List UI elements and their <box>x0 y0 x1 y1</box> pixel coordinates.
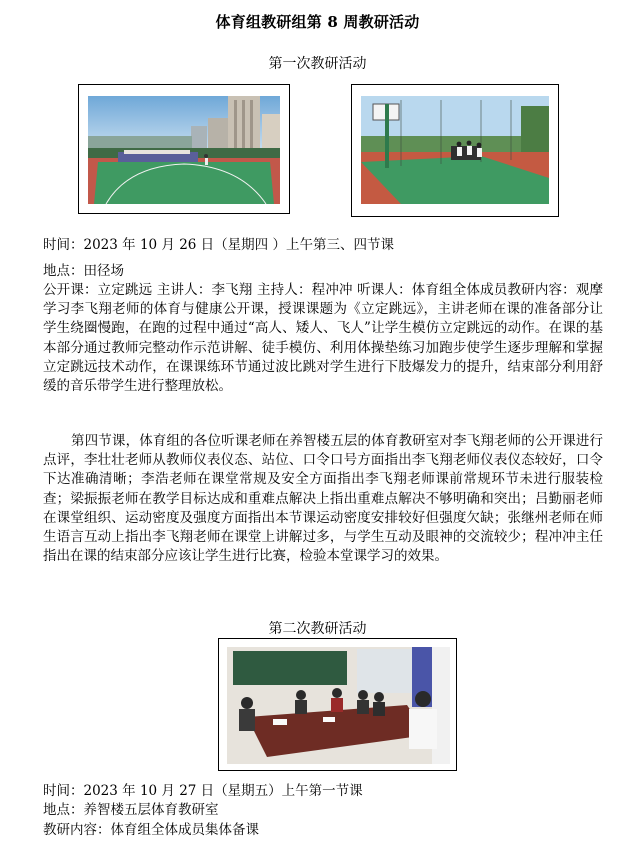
activity2-heading: 第二次教研活动 <box>268 621 367 637</box>
meeting-room-photo <box>227 647 450 764</box>
activity2-content: 教研内容：体育组全体成员集体备课 <box>43 822 259 838</box>
activity2-photo-frame <box>218 638 457 771</box>
activity1-time: 时间：2023 年 10 月 26 日（星期四 ）上午第三、四节课 <box>43 237 394 253</box>
page-title: 体育组教研组第 8 周教研活动 <box>215 13 420 31</box>
activity1-lesson-paragraph: 公开课：立定跳远 主讲人：李飞翔 主持人：程冲冲 听课人：体育组全体成员教研内容：观摩学习李飞翔老师的体育与健康公开课，授课课题为《立定跳远》，主讲老师在课的准备部分让学生绕圈慢跑，在跑的过程中通过“高人、矮人、飞人”让学生模仿立定跳远的动作。在课的基本部分通过教师完整动作示范讲解、徒手模仿、利用体操垫练习加跑步使学生逐步理解和掌握立定跳远技术动作，在课课练环节通过波比跳对学生进行下肢爆发力的提升，结束部分利用舒缓的音乐带学生进行整理放松。 <box>43 282 603 395</box>
activity1-review-paragraph: 第四节课，体育组的各位听课老师在养智楼五层的体育教研室对李飞翔老师的公开课进行点评，李壮壮老师从教师仪表仪态、站位、口令口号方面指出李飞翔老师仪表仪态较好，口令下达准确清晰；李浩老师在课堂常规及安全方面指出李飞翔老师课前常规环节未进行服装检查；梁振振老师在教学目标达成和重难点解决上指出重难点解决不够明确和突出；吕勤丽老师在课堂组织、运动密度及强度方面指出本节课运动密度安排较好但强度欠缺；张继州老师在师生语言互动上指出李飞翔老师在课堂上讲解过多，与学生互动及眼神的交流较少；程冲冲主任指出在课的结束部分应该让学生进行比赛，检验本堂课学习的效果。 <box>43 433 603 565</box>
activity1-photo-right-frame <box>351 84 559 217</box>
basketball-court-photo <box>361 96 549 204</box>
activity2-place: 地点：养智楼五层体育教研室 <box>43 802 219 818</box>
activity1-heading: 第一次教研活动 <box>268 56 367 72</box>
activity1-photo-left-frame <box>78 84 290 214</box>
activity1-place: 地点：田径场 <box>43 263 124 279</box>
activity2-time: 时间：2023 年 10 月 27 日（星期五）上午第一节课 <box>43 783 363 799</box>
running-track-photo <box>88 96 280 204</box>
